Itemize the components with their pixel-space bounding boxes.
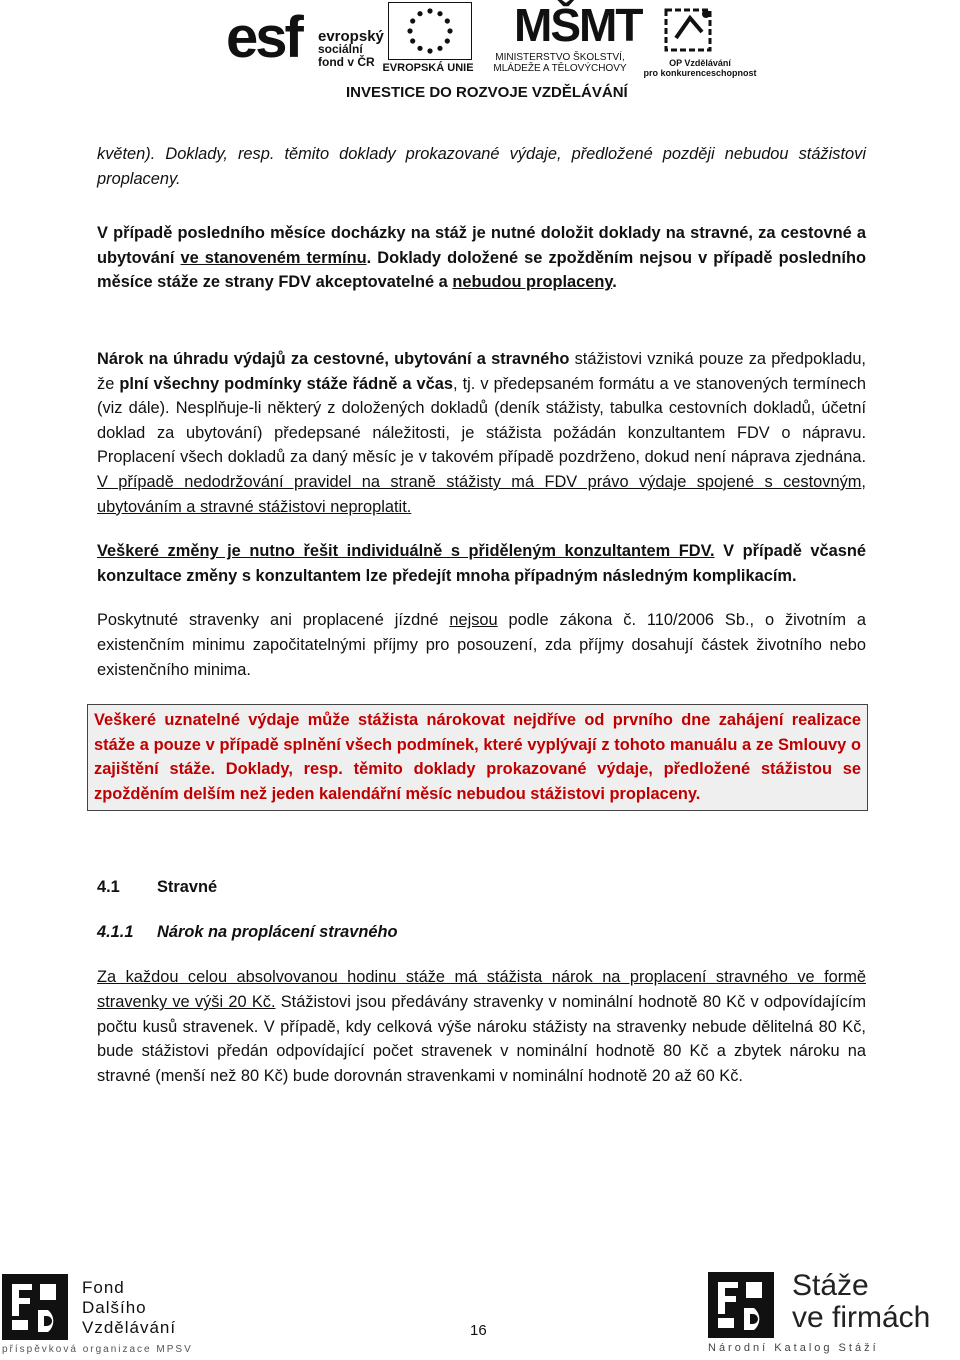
p5-b: nejsou bbox=[449, 611, 498, 630]
staze-line2: ve firmách bbox=[792, 1301, 931, 1334]
p2-c: . Doklady doložené se zpožděním nejsou v případě posledního měsíce stáže ze strany FDV akceptovatelné a bbox=[97, 248, 866, 292]
heading-4-1-number: 4.1 bbox=[97, 878, 120, 897]
opvk-line2: pro konkurenceschopnost bbox=[643, 68, 757, 78]
p2-d: nebudou proplaceny bbox=[452, 273, 613, 292]
paragraph-meal-vouchers-tax bbox=[97, 608, 866, 682]
p3-d: , tj. v předepsaném formátu a ve stanovených termínech (viz dále). Nesplňuje-li některý z doložených dokladů (deník stážisty, tabulka cestovních dokladů, účetní doklad za ubytování) předepsané náležitosti, je stážista požádán konzultantem FDV o nápravu. Proplacení všech dokladů za daný měsíc je v takovém případě pozdrženo, dokud není náprava zjednána. bbox=[97, 374, 866, 467]
p2-b: ve stanoveném termínu bbox=[180, 248, 367, 267]
opvk-logo bbox=[640, 0, 757, 78]
p6-a: Za každou celou absolvovanou hodinu stáže má stážista nárok na proplacení stravného ve formě stravenky ve výši 20 Kč. bbox=[97, 968, 866, 1012]
msmt-logo bbox=[480, 0, 640, 76]
opvk-line1: OP Vzdělávání bbox=[669, 58, 731, 68]
notice-text: Veškeré uznatelné výdaje může stážista nárokovat nejdříve od prvního dne zahájení realizace stáže a pouze v případě splnění všech podmínek, které vyplývají z tohoto manuálu a ze Smlouvy o zajištění stáže. Doklady, resp. těmito doklady prokazované výdaje, předložené stážistou se zpožděním delším než jeden kalendářní měsíc nebudou stážistovi proplaceny. bbox=[94, 711, 861, 803]
staze-text bbox=[792, 1270, 930, 1334]
msmt-text bbox=[480, 52, 640, 74]
msmt-mark: MŠMT bbox=[514, 0, 642, 51]
fdv-line3: Vzdělávání bbox=[82, 1318, 177, 1337]
staze-logo bbox=[706, 1268, 960, 1360]
p2-e: . bbox=[612, 273, 617, 292]
p5-c: podle zákona č. 110/2006 Sb., o životním a existenčním minimu započitatelnými příjmy pro posouzení, zda příjmy dosahují částek životního nebo existenčního minima. bbox=[97, 611, 866, 679]
p4-b: V případě včasné konzultace změny s konzultantem lze předejít mnoha případným následným komplikacím. bbox=[97, 542, 866, 585]
esf-mark: esf bbox=[226, 5, 301, 70]
eu-logo bbox=[380, 2, 476, 76]
esf-text bbox=[318, 30, 384, 69]
eu-label: EVROPSKÁ UNIE bbox=[382, 62, 474, 74]
eu-stars-icon bbox=[388, 2, 472, 60]
paragraph-meal-allowance bbox=[97, 965, 866, 1088]
staze-emblem-icon bbox=[708, 1272, 774, 1338]
p6-b: Stážistovi jsou předávány stravenky v nominální hodnotě 80 Kč v odpovídajícím počtu kusů stravenek. V případě, kdy celková výše nároku stážisty na stravenky nebude dělitelná 80 Kč, bude stážistovi předán odpovídající počet stravenek v nominální hodnotě 80 Kč a zbytek nároku na stravné (menší než 80 Kč) bude dorovnán stravenkami v nominální hodnotě 20 až 60 Kč. bbox=[97, 993, 866, 1085]
header-logos bbox=[220, 0, 757, 104]
heading-4-1-1-title: Nárok na proplácení stravného bbox=[157, 923, 398, 942]
fdv-logo bbox=[0, 1272, 200, 1360]
p3-e: V případě nedodržování pravidel na straně stážisty má FDV právo výdaje spojené s cestovným, ubytováním a stravné stážistovi neproplatit. bbox=[97, 472, 866, 516]
fdv-line1: Fond bbox=[82, 1278, 125, 1297]
heading-4-1-1 bbox=[97, 920, 866, 944]
p3-a: Nárok na úhradu výdajů za cestovné, ubytování a stravného bbox=[97, 349, 570, 368]
paragraph-intro: květen). Doklady, resp. těmito doklady prokazované výdaje, předložené později nebudou stážistovi proplaceny. bbox=[97, 145, 866, 188]
msmt-line2: MLÁDEŽE A TĚLOVÝCHOVY bbox=[493, 63, 627, 74]
opvk-text bbox=[640, 58, 760, 78]
staze-line1: Stáže bbox=[792, 1269, 869, 1302]
p2-a: V případě posledního měsíce docházky na stáž je nutné doložit doklady na stravné, za cestovné a ubytování bbox=[97, 224, 866, 267]
heading-4-1-title: Stravné bbox=[157, 878, 218, 897]
heading-4-1 bbox=[97, 875, 866, 899]
esf-line2: sociální bbox=[318, 42, 363, 56]
paragraph-changes bbox=[97, 539, 866, 588]
p4-a: Veškeré změny je nutno řešit individuálně s přiděleným konzultantem FDV. bbox=[97, 542, 715, 561]
fdv-emblem-icon bbox=[2, 1274, 68, 1340]
opvk-emblem-icon bbox=[662, 4, 718, 54]
page-number: 16 bbox=[470, 1322, 487, 1339]
notice-box bbox=[87, 704, 868, 811]
p3-c: plní všechny podmínky stáže řádně a včas bbox=[119, 374, 453, 393]
esf-line3: fond v ČR bbox=[318, 55, 375, 69]
p3-b: stážistovi vzniká pouze za předpokladu, že bbox=[97, 349, 866, 393]
paragraph-entitlement bbox=[97, 347, 866, 519]
paragraph-last-month bbox=[97, 221, 866, 295]
fdv-line2: Dalšího bbox=[82, 1298, 147, 1317]
esf-line1: evropský bbox=[318, 28, 384, 45]
header-tagline: INVESTICE DO ROZVOJE VZDĚLÁVÁNÍ bbox=[346, 84, 628, 101]
document-body bbox=[94, 142, 866, 1088]
fdv-text bbox=[82, 1278, 176, 1338]
fdv-subtitle: příspěvková organizace MPSV bbox=[2, 1344, 193, 1355]
p5-a: Poskytnuté stravenky ani proplacené jízdné bbox=[97, 611, 450, 630]
esf-logo bbox=[226, 2, 384, 74]
heading-4-1-1-number: 4.1.1 bbox=[97, 923, 134, 942]
msmt-line1: MINISTERSTVO ŠKOLSTVÍ, bbox=[495, 52, 625, 63]
staze-subtitle: Národní Katalog Stáží bbox=[708, 1342, 879, 1354]
